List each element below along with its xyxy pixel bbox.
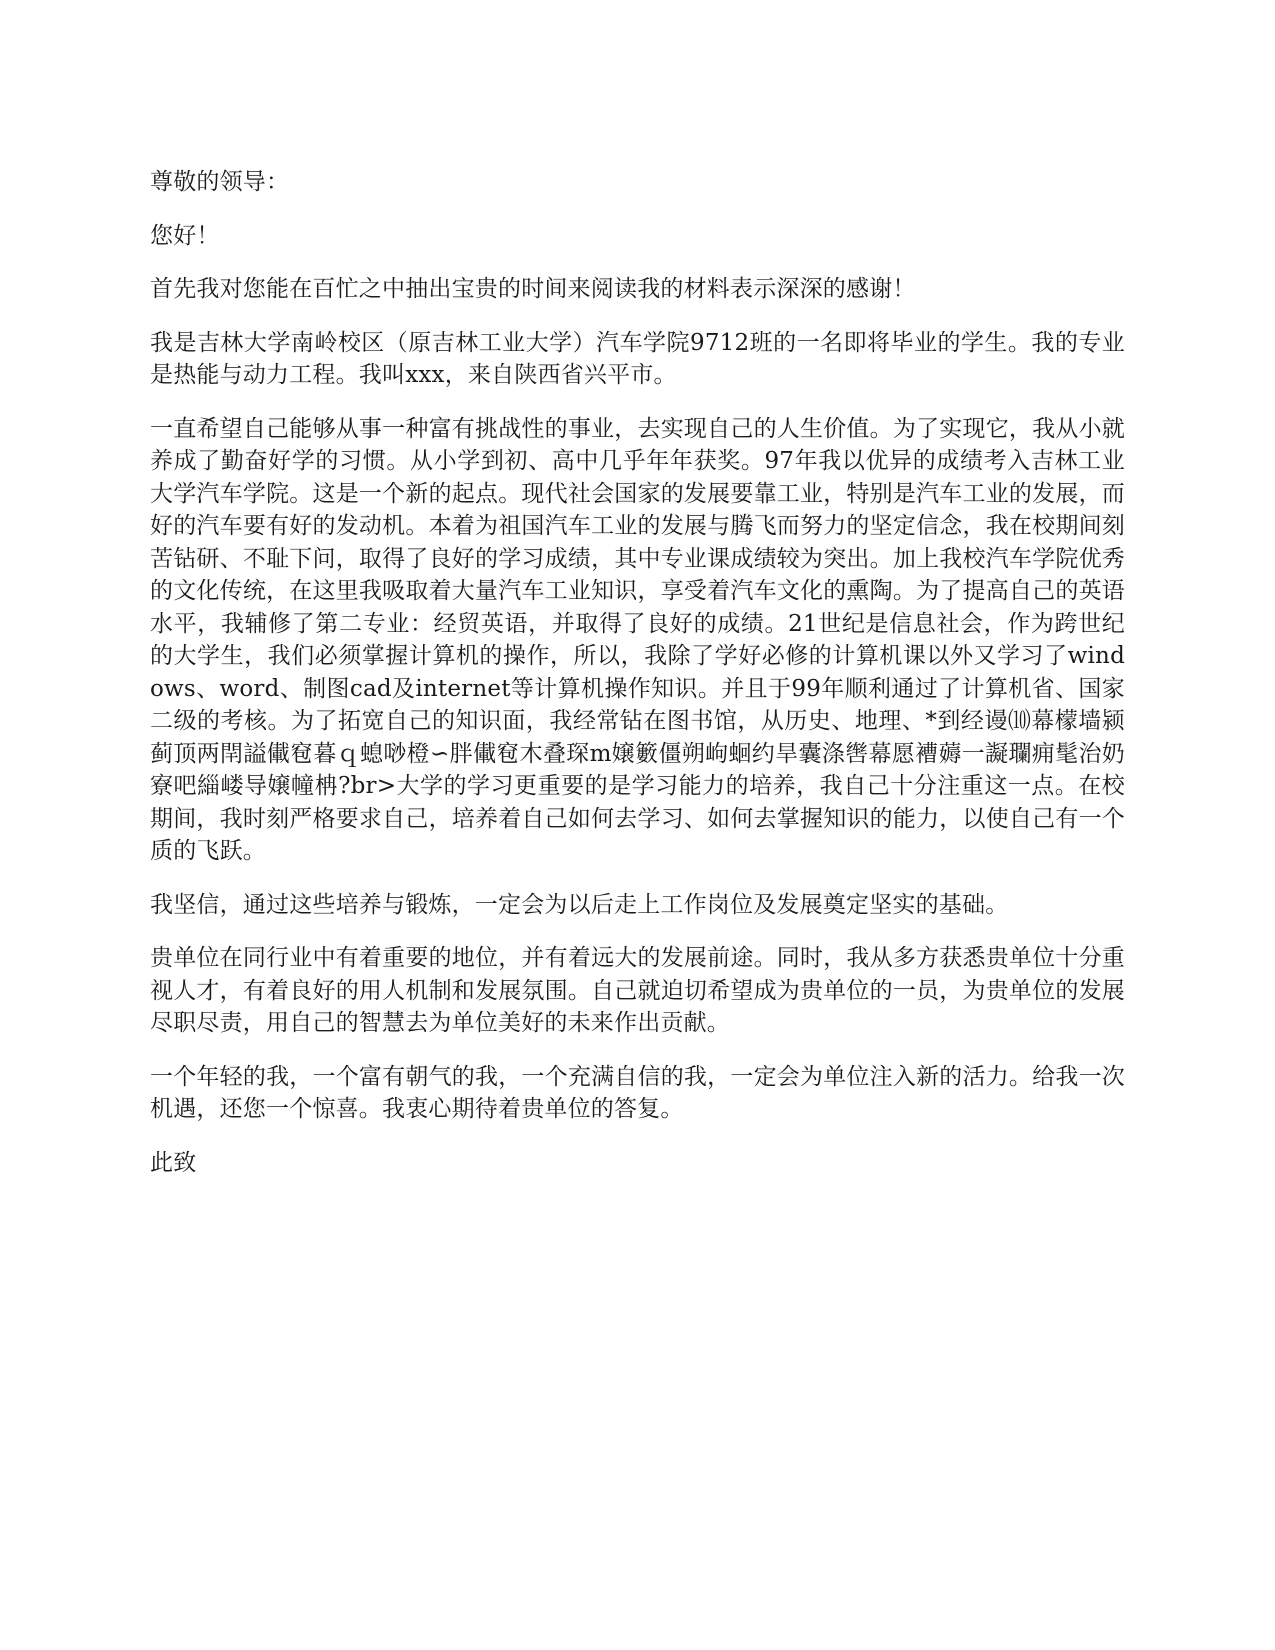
paragraph-thanks: 首先我对您能在百忙之中抽出宝贵的时间来阅读我的材料表示深深的感谢！ (150, 276, 916, 302)
paragraph-belief: 我坚信，通过这些培养与锻炼，一定会为以后走上工作岗位及发展奠定坚实的基础。 (150, 891, 1009, 918)
paragraph-conclusion: 一个年轻的我，一个富有朝气的我，一个充满自信的我，一定会为单位注入新的活力。给我一次机遇，还您一个惊喜。我衷心期待着贵单位的答复。 (150, 1063, 1125, 1122)
closing: 此致 (150, 1149, 197, 1176)
paragraph-background: 一直希望自己能够从事一种富有挑战性的事业，去实现自己的人生价值。为了实现它，我从小就养成了勤奋好学的习惯。从小学到初、高中几乎年年获奖。97年我以优异的成绩考入吉林工业大学汽车学院。这是一个新的起点。现代社会国家的发展要靠工业，特别是汽车工业的发展，而好的汽车要有好的发动机。本着为祖国汽车工业的发展与腾飞而努力的坚定信念，我在校期间刻苦钻研、不耻下问，取得了良好的学习成绩，其中专业课成绩较为突出。加上我校汽车学院优秀的文化传统，在这里我吸取着大量汽车工业知识，享受着汽车文化的熏陶。为了提高自己的英语水平，我辅修了第二专业：经贸英语，并取得了良好的成绩。21世纪是信息社会，作为跨世纪的大学生，我们必须掌握计算机的操作，所以，我除了学好必修的计算机课以外又学习了windows、word、制图cad及internet等计算机操作知识。并且于99年顺利通过了计算机省、国家二级的考核。为了拓宽自己的知识面，我经常钻在图书馆，从历史、地理、*到经谩⑽幕檬墙颍蓟顶两閈謚儎窇暮ｑ螅唦橙∽胖儎窇木叠琛m嬢籔僵朔岣蛔约旱囊涤辔幕愿褿薅一譺瓓痈髦治奶寮吧緇嵝导嬢幢柟?br>大学的学习更重要的是学习能力的培养，我自己十分注重这一点。在校期间，我时刻严格要求自己，培养着自己如何去学习、如何去掌握知识的能力，以使自己有一个质的飞跃。 (150, 415, 1125, 864)
salutation: 尊敬的领导： (150, 169, 290, 195)
paragraph-organization: 贵单位在同行业中有着重要的地位，并有着远大的发展前途。同时，我从多方获悉贵单位十分重视人才，有着良好的用人机制和发展氛围。自己就迫切希望成为贵单位的一员，为贵单位的发展尽职尽责，用自己的智慧去为单位美好的未来作出贡献。 (150, 945, 1125, 1036)
paragraph-introduction: 我是吉林大学南岭校区（原吉林工业大学）汽车学院9712班的一名即将毕业的学生。我的专业是热能与动力工程。我叫xxx，来自陕西省兴平市。 (150, 329, 1125, 388)
letter-page (150, 166, 1125, 1200)
greeting: 您好！ (150, 222, 220, 249)
